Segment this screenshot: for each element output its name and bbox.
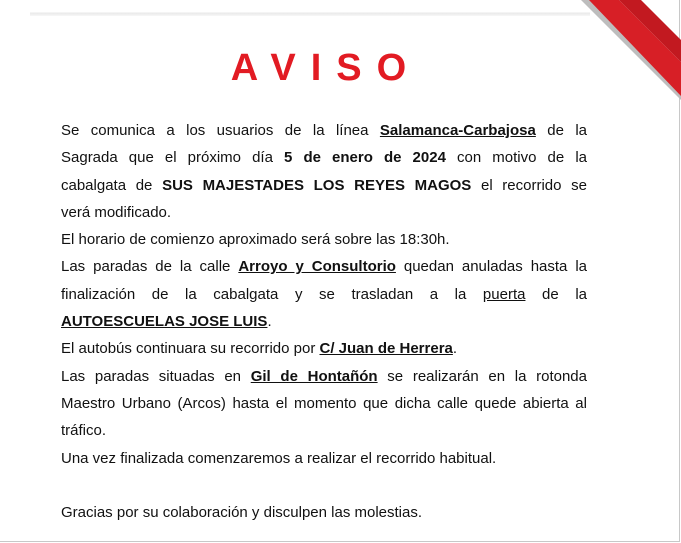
paragraph-line: Sagrada que el próximo día 5 de enero de 2024 con motivo de la (61, 149, 587, 167)
notice-body (61, 117, 587, 526)
paragraph-line: Se comunica a los usuarios de la línea Salamanca-Carbajosa de la (61, 122, 588, 139)
paragraph-line: tráfico. (61, 422, 107, 440)
spacer (61, 472, 587, 499)
paragraph-line: cabalgata de SUS MAJESTADES LOS REYES MAGOS el recorrido se (61, 176, 587, 194)
event-name: SUS MAJESTADES LOS REYES MAGOS (162, 176, 472, 194)
paragraph-line: AUTOESCUELAS JOSE LUIS. (61, 313, 272, 331)
start-time-paragraph: El horario de comienzo aproximado será sobre las 18:30h. (61, 231, 450, 249)
route-street: C/ Juan de Herrera (319, 340, 453, 358)
relocated-stop-location: AUTOESCUELAS JOSE LUIS (61, 313, 268, 331)
notice-title: AVISO (230, 47, 422, 89)
paragraph-line: Maestro Urbano (Arcos) hasta el momento que dicha calle quede abierta al (61, 394, 587, 412)
resume-paragraph: Una vez finalizada comenzaremos a realizar el recorrido habitual. (61, 449, 497, 467)
affected-street: Gil de Hontañón (250, 367, 378, 385)
bus-line-name: Salamanca-Carbajosa (379, 122, 536, 139)
cancelled-stops-streets: Arroyo y Consultorio (238, 258, 396, 276)
door-word: puerta (482, 285, 526, 303)
header-band (30, 0, 590, 16)
event-date: 5 de enero de 2024 (284, 149, 446, 167)
paragraph-line: finalización de la cabalgata y se trasladan a la puerta de la (61, 285, 587, 303)
paragraph-line: Las paradas situadas en Gil de Hontañón se realizarán en la rotonda (61, 367, 587, 385)
paragraph-line: Las paradas de la calle Arroyo y Consultorio quedan anuladas hasta la (61, 258, 588, 276)
closing-line: Gracias por su colaboración y disculpen las molestias. (61, 504, 423, 522)
route-paragraph: El autobús continuara su recorrido por C/ Juan de Herrera. (61, 340, 458, 358)
paragraph-line: verá modificado. (61, 203, 172, 221)
